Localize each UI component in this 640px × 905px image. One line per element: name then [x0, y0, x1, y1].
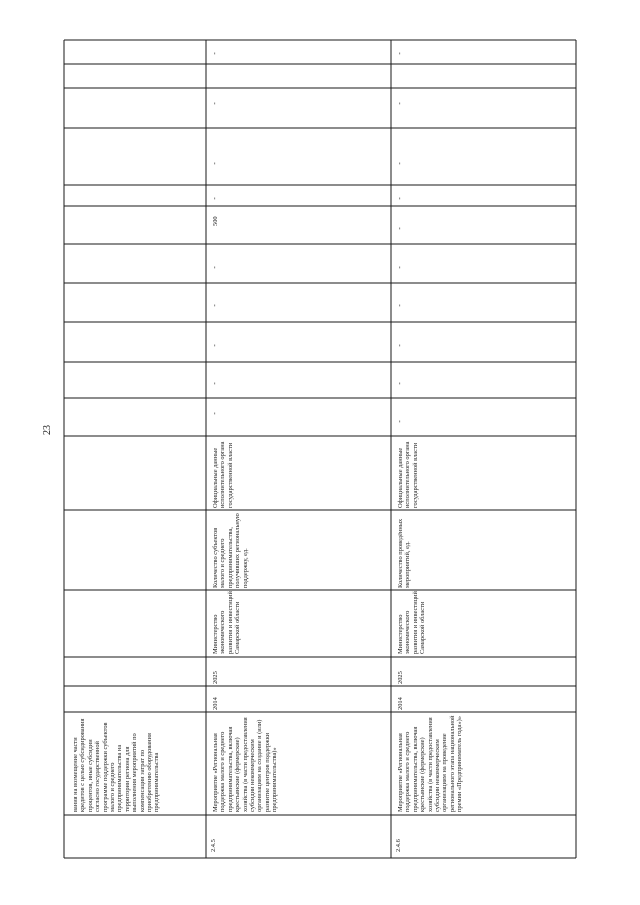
row-number: 2.4.5 [210, 839, 217, 852]
dash-mark: - [210, 266, 219, 269]
row-start-year: 2014 [397, 697, 404, 710]
dash-mark: - [210, 52, 219, 55]
dash-mark: - [395, 197, 404, 200]
row-source: Официальные данные исполнительного органа государственной власти [212, 441, 234, 508]
dash-mark: - [395, 344, 404, 347]
row-name: Мероприятие «Региональная поддержка малого и среднего предпринимательства, включая крестьянские (фермерские) хозяйства (в части предоставления субсидии некоммерческим организациям на проведение регионального этапа национальной премии «Предприниматель года»)» [397, 715, 464, 812]
dash-mark: - [395, 52, 404, 55]
dash-mark: - [395, 304, 404, 307]
dash-mark: - [395, 382, 404, 385]
row-executor: Министерство экономического развития и инвестиций Самарской области [212, 591, 242, 654]
dash-mark: - [395, 227, 404, 230]
row-indicator: Количество субъектов малого и среднего предпринимательства, получивших региональную поддержку, ед. [212, 513, 249, 588]
row-start-year: 2014 [212, 697, 219, 710]
row-value-500: 500 [212, 216, 219, 226]
dash-mark: - [210, 412, 219, 415]
dash-mark: - [395, 420, 404, 423]
dash-mark: - [395, 102, 404, 105]
row-name: Мероприятие «Региональная поддержка малого и среднего предпринимательства, включая крестьянские (фермерские) хозяйства (в части предоставления субсидии некоммерческим организациям на создание и (или) развитие центров поддержки предпринимательства)» [212, 717, 279, 812]
row-source: Официальные данные исполнительного органа государственной власти [397, 441, 419, 508]
page-number: 23 [42, 425, 53, 435]
dash-mark: - [210, 162, 219, 165]
row-executor: Министерство экономического развития и инвестиций Самарской области [397, 591, 427, 654]
top-fragment-name: вания на возмещение части кредитов с целью субсидирования процентов, иные субсидии согласно государственной программе поддержки субъектов малого и среднего предпринимательства на территории региона для выполнения мероприятий по компенсации затрат по приобретению оборудования предпринимательства [72, 718, 161, 812]
row-end-year: 2025 [212, 671, 219, 684]
dash-mark: - [395, 266, 404, 269]
row-number: 2.4.6 [395, 839, 402, 852]
dash-mark: - [210, 344, 219, 347]
row-indicator: Количество проведённых мероприятий, ед. [397, 518, 412, 588]
dash-mark: - [210, 304, 219, 307]
dash-mark: - [210, 382, 219, 385]
dash-mark: - [210, 197, 219, 200]
row-end-year: 2025 [397, 671, 404, 684]
dash-mark: - [395, 162, 404, 165]
dash-mark: - [210, 102, 219, 105]
